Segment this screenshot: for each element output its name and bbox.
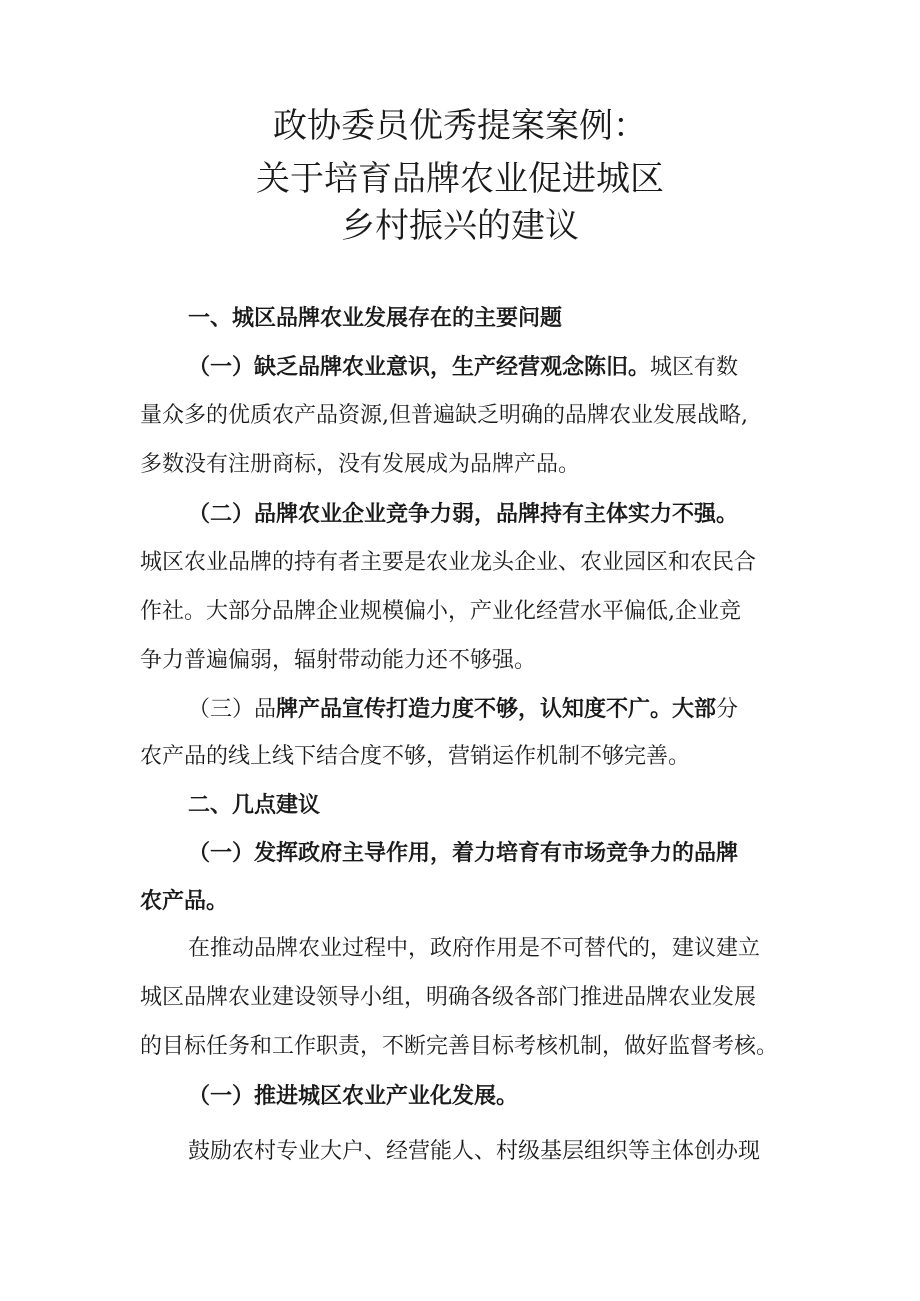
section-1-item-2-line-4: 争力普遍偏弱，辐射带动能力还不够强。	[140, 648, 537, 673]
section-1-item-3-line-2: 农产品的线上线下结合度不够，营销运作机制不够完善。	[140, 744, 691, 769]
section-1-item-3-tail: 分	[716, 697, 739, 722]
section-2-item-1-line-2: 城区品牌农业建设领导小组，明确各级各部门推进品牌农业发展	[140, 985, 757, 1010]
section-2-item-2-bold: （一）推进城区农业产业化发展。	[188, 1083, 519, 1109]
section-1-heading: 一、城区品牌农业发展存在的主要问题	[188, 305, 563, 331]
section-1-item-3-line-1	[188, 694, 738, 725]
section-1-item-1-bold: （一）缺乏品牌农业意识，生产经营观念陈旧。	[188, 354, 651, 380]
section-1-item-2-line-3: 作社。大部分品牌企业规模偏小，产业化经营水平偏低,企业竞	[140, 599, 741, 624]
section-1-item-1-line-3: 多数没有注册商标，没有发展成为品牌产品。	[140, 452, 581, 477]
document-title-line-3: 乡村振兴的建议	[341, 206, 579, 246]
section-1-item-2-line-2: 城区农业品牌的持有者主要是农业龙头企业、农业园区和农民合	[140, 550, 757, 575]
section-2-item-1-line-3: 的目标任务和工作职责，不断完善目标考核机制，做好监督考核。	[140, 1034, 779, 1059]
section-1-item-1-line-1	[188, 352, 778, 383]
section-1-item-3-prefix: （三）品	[188, 697, 277, 722]
document-title-line-1: 政协委员优秀提案案例：	[273, 106, 647, 146]
section-2-heading: 二、几点建议	[188, 792, 321, 818]
section-2-item-1-line-1: 在推动品牌农业过程中，政府作用是不可替代的，建议建立	[188, 936, 761, 961]
section-2-item-1-bold-line-2: 农产品。	[140, 888, 229, 914]
section-1-item-1-line-2: 量众多的优质农产品资源,但普遍缺乏明确的品牌农业发展战略,	[140, 403, 748, 428]
section-1-item-3-bold: 牌产品宣传打造力度不够，认知度不广。大部	[276, 696, 717, 722]
section-1-item-1-tail: 城区有数	[650, 355, 739, 380]
document-title-line-2: 关于培育品牌农业促进城区	[256, 159, 664, 199]
section-1-item-2-bold: （二）品牌农业企业竞争力弱，品牌持有主体实力不强。	[188, 501, 739, 527]
section-2-item-2-line-1: 鼓励农村专业大户、经营能人、村级基层组织等主体创办现	[188, 1139, 761, 1164]
section-2-item-1-bold-line-1: （一）发挥政府主导作用，着力培育有市场竞争力的品牌	[188, 840, 739, 866]
